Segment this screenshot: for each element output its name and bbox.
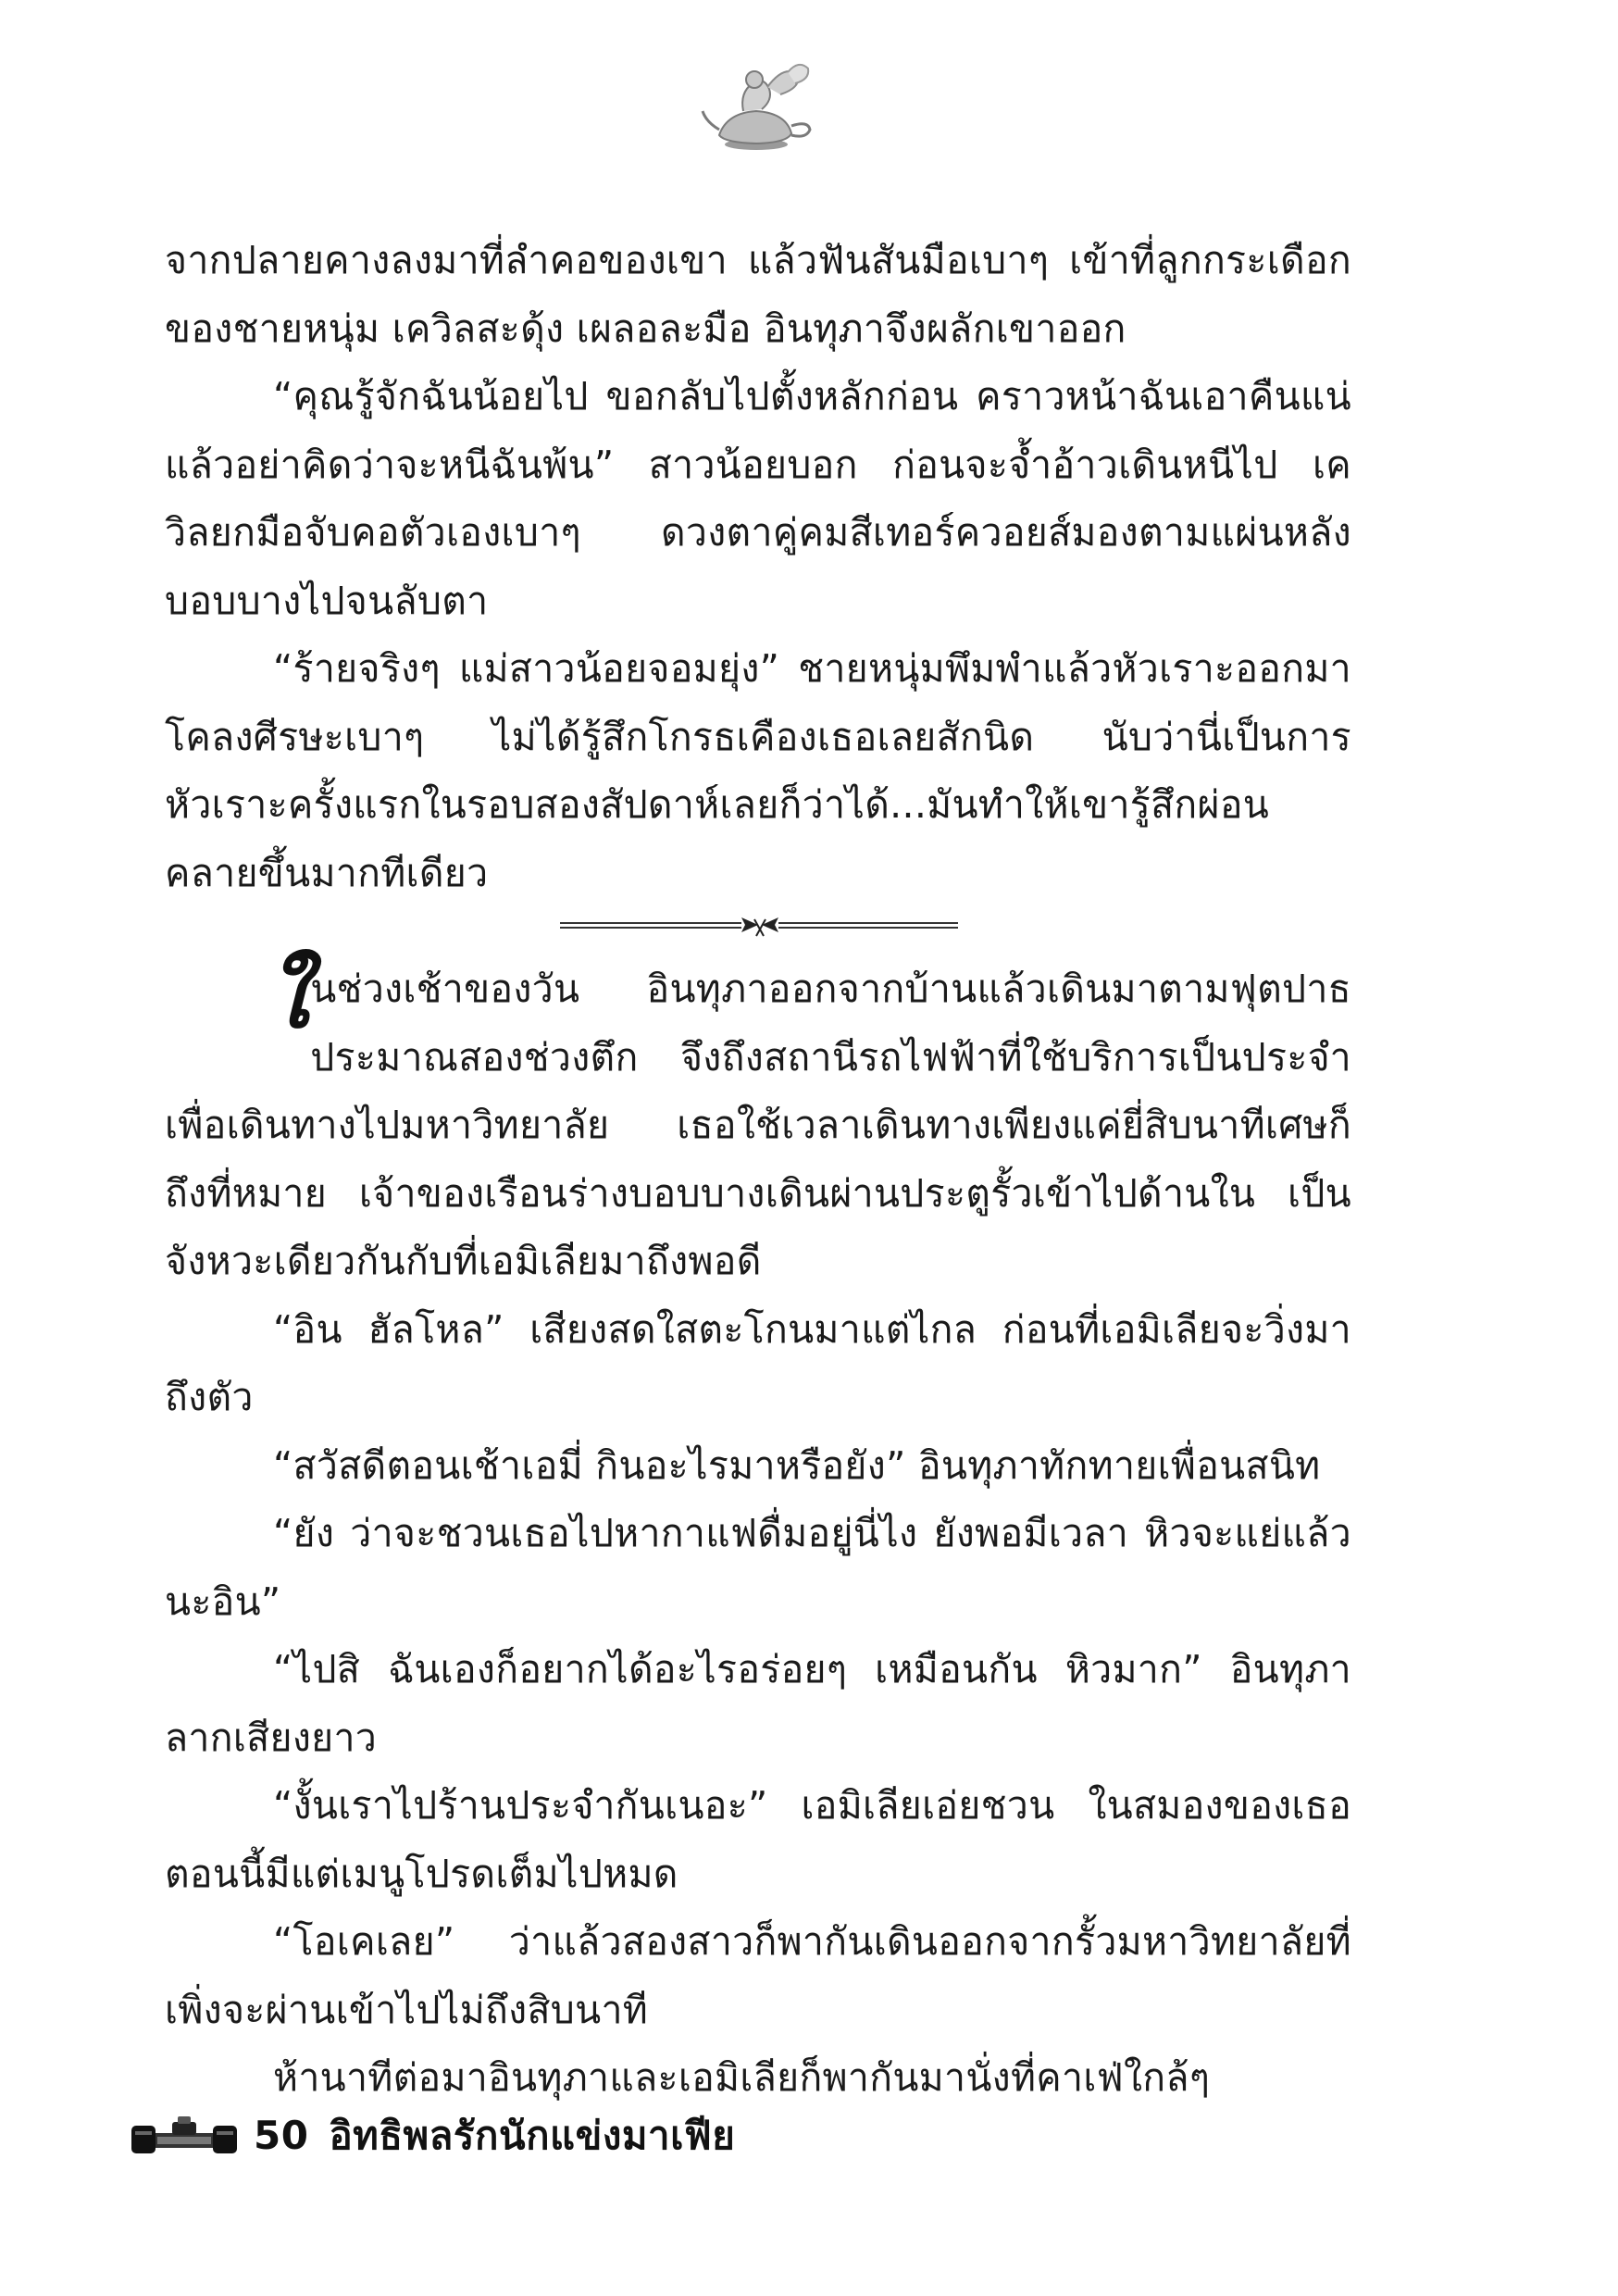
book-title: อิทธิพลรักนักแข่งมาเฟีย: [329, 2113, 736, 2158]
paragraph: “งั้นเราไปร้านประจำกันเนอะ” เอมิเลียเอ่ยชวน ในสมองของเธอตอนนี้มีแต่เมนูโปรดเต็มไปหมด: [165, 1783, 1351, 1896]
paragraph: “โอเคเลย” ว่าแล้วสองสาวก็พากันเดินออกจากรั้วมหาวิทยาลัยที่เพิ่งจะผ่านเข้าไปไม่ถึงสิบนาที: [165, 1919, 1351, 2032]
paragraph-first: [165, 947, 1351, 1296]
race-car-icon: [130, 2113, 239, 2159]
text-block-1: [165, 227, 1351, 907]
paragraph: “ยัง ว่าจะชวนเธอไปหากาแฟดื่มอยู่นี่ไง ยังพอมีเวลา หิวจะแย่แล้วนะอิน”: [165, 1511, 1351, 1624]
cupid-teapot-ornament-icon: [699, 56, 819, 157]
paragraph: “คุณรู้จักฉันน้อยไป ขอกลับไปตั้งหลักก่อน คราวหน้าฉันเอาคืนแน่ แล้วอย่าคิดว่าจะหนีฉันพ้น” สาวน้อยบอก ก่อนจะจ้ำอ้าวเดินหนีไป เควิลยกมือจับคอตัวเองเบาๆ ดวงตาคู่คมสีเทอร์ควอยส์มองตามแผ่นหลังบอบบางไปจนลับตา: [165, 374, 1351, 623]
footer-text: [254, 2105, 735, 2166]
paragraph: ห้านาทีต่อมาอินทุภาและเอมิเลียก็พากันมานั่งที่คาเฟ่ใกล้ๆ: [273, 2055, 1211, 2100]
checkered-flags-divider-icon: [560, 912, 958, 940]
drop-cap: ใ: [267, 947, 309, 1047]
page-footer: [130, 2103, 735, 2168]
paragraph: จากปลายคางลงมาที่ลำคอของเขา แล้วฟันสันมือเบาๆ เข้าที่ลูกกระเดือกของชายหนุ่ม เควิลสะดุ้ง เผลอละมือ อินทุภาจึงผลักเขาออก: [165, 238, 1351, 351]
page-number: 50: [254, 2113, 309, 2158]
paragraph: “อิน ฮัลโหล” เสียงสดใสตะโกนมาแต่ไกล ก่อนที่เอมิเลียจะวิ่งมาถึงตัว: [165, 1306, 1351, 1419]
paragraph: “สวัสดีตอนเช้าเอมี่ กินอะไรมาหรือยัง” อินทุภาทักทายเพื่อนสนิท: [273, 1442, 1321, 1488]
paragraph: “ร้ายจริงๆ แม่สาวน้อยจอมยุ่ง” ชายหนุ่มพึมพำแล้วหัวเราะออกมา โคลงศีรษะเบาๆ ไม่ได้รู้สึกโกรธเคืองเธอเลยสักนิด นับว่านี่เป็นการหัวเราะครั้งแรกในรอบสองสัปดาห์เลยก็ว่าได้...มันทำให้เขารู้สึกผ่อนคลายขึ้นมากทีเดียว: [165, 646, 1351, 895]
paragraph-first-text: นช่วงเช้าของวัน อินทุภาออกจากบ้านแล้วเดินมาตามฟุตปาธประมาณสองช่วงตึก จึงถึงสถานีรถไฟฟ้าที่ใช้บริการเป็นประจำเพื่อเดินทางไปมหาวิทยาลัย เธอใช้เวลาเดินทางเพียงแค่ยี่สิบนาทีเศษก็ถึงที่หมาย เจ้าของเรือนร่างบอบบางเดินผ่านประตูรั้วเข้าไปด้านใน เป็นจังหวะเดียวกันกับที่เอมิเลียมาถึงพอดี: [165, 967, 1351, 1283]
text-block-2: [165, 947, 1351, 2113]
paragraph: “ไปสิ ฉันเองก็อยากได้อะไรอร่อยๆ เหมือนกัน หิวมาก” อินทุภาลากเสียงยาว: [165, 1647, 1351, 1760]
